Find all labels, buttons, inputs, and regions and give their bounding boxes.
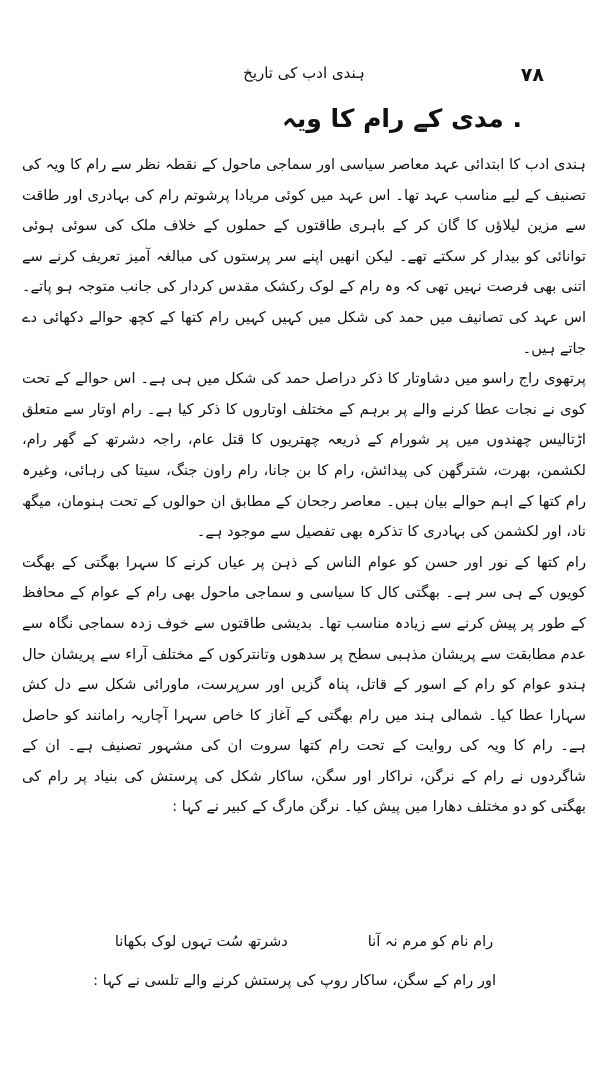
paragraph-3: رام کتھا کے نور اور حسن کو عوام الناس کے ذہن پر عیاں کرنے کا سہرا بھگتی کے بھگت کویوں کے ہی سر ہے۔ بھگتی کال کا سیاسی و سماجی ماحول بھی رام کے عوام کے محافظ کے طور پر پیش کرنے سے زیادہ مناسب تھا۔ بدیشی طاقتوں سے خوف زدہ سماجی نگاہ سے عدم مطابقت سے پریشان مذہبی سطح پر سدھوں وتانترکوں کے مختلف آراء سے پریشان حال ہندو عوام کو رام کے اسور کے قاتل، پناہ گزیں اور سرپرست، ماورائی شکل سے دل کش سہارا عطا کیا۔ شمالی ہند میں رام بھگتی کے آغاز کا خاص سہرا آچاریہ رامانند کو حاصل ہے۔ رام کا ویہ کی روایت کے تحت رام کتھا سروت ان کی مشہور تصنیف ہے۔ ان کے شاگردوں نے رام کے نرگن، نراکار اور سگن، ساکار شکل کی پرستش کی بنیاد پر رام کی بھگتی کو دو مختلف دھارا میں پیش کیا۔ نرگن مارگ کے کبیر نے کہا :: [22, 553, 586, 816]
page-number: ۷۸: [520, 64, 544, 86]
paragraph-1: ہندی ادب کا ابتدائی عہد معاصر سیاسی اور سماجی ماحول کے نقطہ نظر سے رام کا ویہ کی تصنیف کے لیے مناسب عہد تھا۔ اس عہد میں کوئی مریادا پرشوتم رام کی بہادری اور طاقت سے مزین لیلاؤں کا گان کر کے باہری طاقتوں کے حملوں کے خلاف ملک کی سوئی ہوئی توانائی کو بیدار کر سکتے تھے۔ لیکن انھیں اپنے سر پرستوں کی مبالغہ آمیز تعریف کرنے سے اتنی بھی فرصت نہیں تھی کہ وہ رام کے لوک رکشک مقدس کردار کی جانب متوجہ ہو پاتے۔ اس عہد کی تصانیف میں حمد کی شکل میں کہیں کہیں رام کتھا کے کچھ حوالے دکھائی دے جاتے ہیں۔: [22, 156, 586, 357]
chapter-title: . مدی کے رام کا ویہ: [282, 104, 522, 133]
verse-line-2: دشرتھ سُت تہوں لوک بکھانا: [114, 933, 288, 950]
body-text: [22, 150, 586, 823]
closing-line: اور رام کے سگن، ساکار روپ کی پرستش کرنے والے تلسی نے کہا :: [93, 972, 496, 989]
verse-couplet: [0, 933, 608, 950]
running-title: ہندی ادب کی تاریخ: [243, 64, 365, 82]
paragraph-2: پرتھوی راج راسو میں دشاوتار کا ذکر دراصل حمد کی شکل میں ہی ہے۔ اس حوالے کے تحت کوی نے نجات عطا کرنے والے پر برہم کے مختلف اوتاروں کا ذکر کیا ہے۔ رام اوتار سے متعلق اڑتالیس چھندوں میں پر شورام کے ذریعہ چھتریوں کا قتل عام، راجہ دشرتھ کے گھر رام، لکشمن، بھرت، شترگھن کی پیدائش، رام کا بن جانا، رام راون جنگ، سیتا کی رہائی، وغیرہ رام کتھا کے اہم حوالے بیان ہیں۔ معاصر رجحان کے مطابق ان حوالوں کے تحت ہنومان، میگھ ناد، اور لکشمن کی بہادری کا تذکرہ بھی تفصیل سے موجود ہے۔: [22, 370, 586, 541]
verse-line-1: رام نام کو مرم نہ آنا: [367, 933, 494, 950]
